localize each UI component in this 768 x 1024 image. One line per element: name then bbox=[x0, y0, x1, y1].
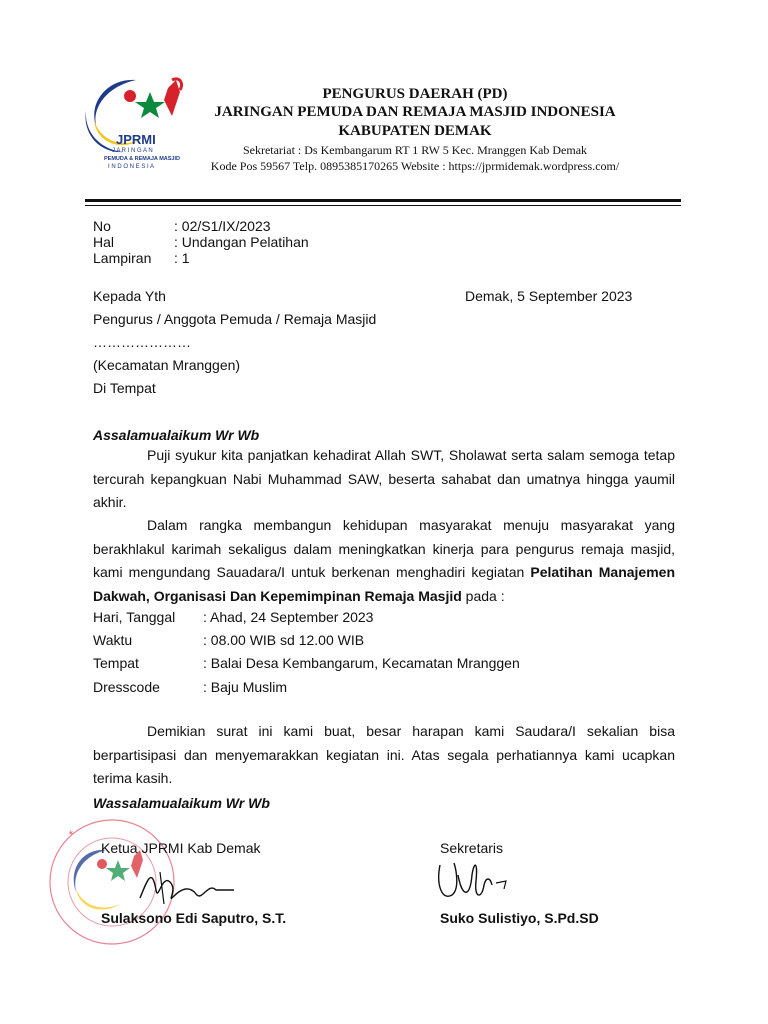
detail-row bbox=[93, 679, 287, 695]
signature-left-name: Sulaksono Edi Saputro, S.T. bbox=[101, 910, 287, 926]
signature-right-title: Sekretaris bbox=[440, 840, 504, 856]
recipient-line1: Pengurus / Anggota Pemuda / Remaja Masjid bbox=[93, 311, 377, 327]
greeting-salam: Assalamualaikum Wr Wb bbox=[93, 427, 260, 443]
meta-hal-label: Hal bbox=[93, 234, 115, 250]
header-address: Sekretariat : Ds Kembangarum RT 1 RW 5 Kec. Mranggen Kab Demak bbox=[242, 143, 588, 157]
paragraph-opening: Puji syukur kita panjatkan kehadirat Allah SWT, Sholawat serta salam semoga tetap tercurah kepangkuan Nabi Muhammad SAW, beserta sahabat dan umatnya hingga yaumil akhir. bbox=[93, 447, 675, 510]
header-region: KABUPATEN DEMAK bbox=[338, 123, 492, 139]
detail-value: : Baju Muslim bbox=[203, 679, 288, 695]
meta-no-value: : 02/S1/IX/2023 bbox=[174, 218, 271, 234]
closing-salam: Wassalamualaikum Wr Wb bbox=[93, 795, 270, 811]
detail-value: : 08.00 WIB sd 12.00 WIB bbox=[203, 632, 365, 648]
recipient-line3: (Kecamatan Mranggen) bbox=[93, 357, 241, 373]
detail-label: Waktu bbox=[93, 632, 133, 648]
paragraph-invitation bbox=[93, 514, 675, 608]
jprmi-logo bbox=[80, 70, 200, 180]
invitation-text-end: pada : bbox=[461, 587, 505, 604]
header-divider-thin bbox=[85, 205, 681, 206]
signature-left-handwriting bbox=[130, 860, 250, 910]
svg-text:✶: ✶ bbox=[67, 828, 75, 838]
signature-right-name: Suko Sulistiyo, S.Pd.SD bbox=[440, 910, 599, 926]
detail-row bbox=[93, 655, 520, 671]
signature-right-handwriting bbox=[432, 855, 532, 910]
meta-hal-value: : Undangan Pelatihan bbox=[174, 234, 309, 250]
logo-sub2: PEMUDA & REMAJA MASJID bbox=[104, 156, 180, 162]
invitation-text: Dalam rangka membangun kehidupan masyarakat menuju masyarakat yang berakhlakul karimah sekaligus dalam meningkatkan kinerja para pengurus remaja masjid, kami mengundang Sauadara/I untuk berkenan menghadiri kegiatan bbox=[93, 517, 675, 580]
logo-sub1: J A R I N G A N bbox=[112, 148, 153, 154]
header-contact: Kode Pos 59567 Telp. 0895385170265 Website : https://jprmidemak.wordpress.com/ bbox=[210, 159, 620, 173]
logo-sub3: I N D O N E S I A bbox=[108, 164, 155, 170]
recipient-kepada: Kepada Yth bbox=[93, 288, 166, 304]
detail-row bbox=[93, 632, 364, 648]
letterhead bbox=[200, 86, 630, 176]
meta-lampiran-value: : 1 bbox=[174, 250, 190, 266]
meta-lampiran-label: Lampiran bbox=[93, 250, 152, 266]
header-org-level: PENGURUS DAERAH (PD) bbox=[322, 86, 508, 102]
paragraph-closing: Demikian surat ini kami buat, besar harapan kami Saudara/I sekalian bisa berpartisipasi dan menyemarakkan kegiatan ini. Atas segala perhatiannya kami ucapkan terima kasih. bbox=[93, 723, 675, 786]
signature-left-title: Ketua JPRMI Kab Demak bbox=[101, 840, 261, 856]
event-name: Pelatihan Manajemen Dakwah, Organisasi Dan Kepemimpinan Remaja Masjid bbox=[93, 564, 675, 604]
detail-label: Hari, Tanggal bbox=[93, 609, 176, 625]
detail-row bbox=[93, 609, 373, 625]
detail-label: Tempat bbox=[93, 655, 139, 671]
detail-label: Dresscode bbox=[93, 679, 160, 695]
logo-name: JPRMI bbox=[116, 132, 156, 147]
detail-value: : Balai Desa Kembangarum, Kecamatan Mranggen bbox=[203, 655, 520, 671]
header-divider-thick bbox=[85, 199, 681, 202]
letter-date: Demak, 5 September 2023 bbox=[465, 288, 633, 304]
detail-value: : Ahad, 24 September 2023 bbox=[203, 609, 374, 625]
stamp-text bbox=[42, 812, 43, 813]
meta-no-label: No bbox=[93, 218, 111, 234]
recipient-line2: ………………… bbox=[93, 334, 191, 350]
header-org-name: JARINGAN PEMUDA DAN REMAJA MASJID INDONESIA bbox=[214, 104, 616, 120]
recipient-line4: Di Tempat bbox=[93, 380, 156, 396]
